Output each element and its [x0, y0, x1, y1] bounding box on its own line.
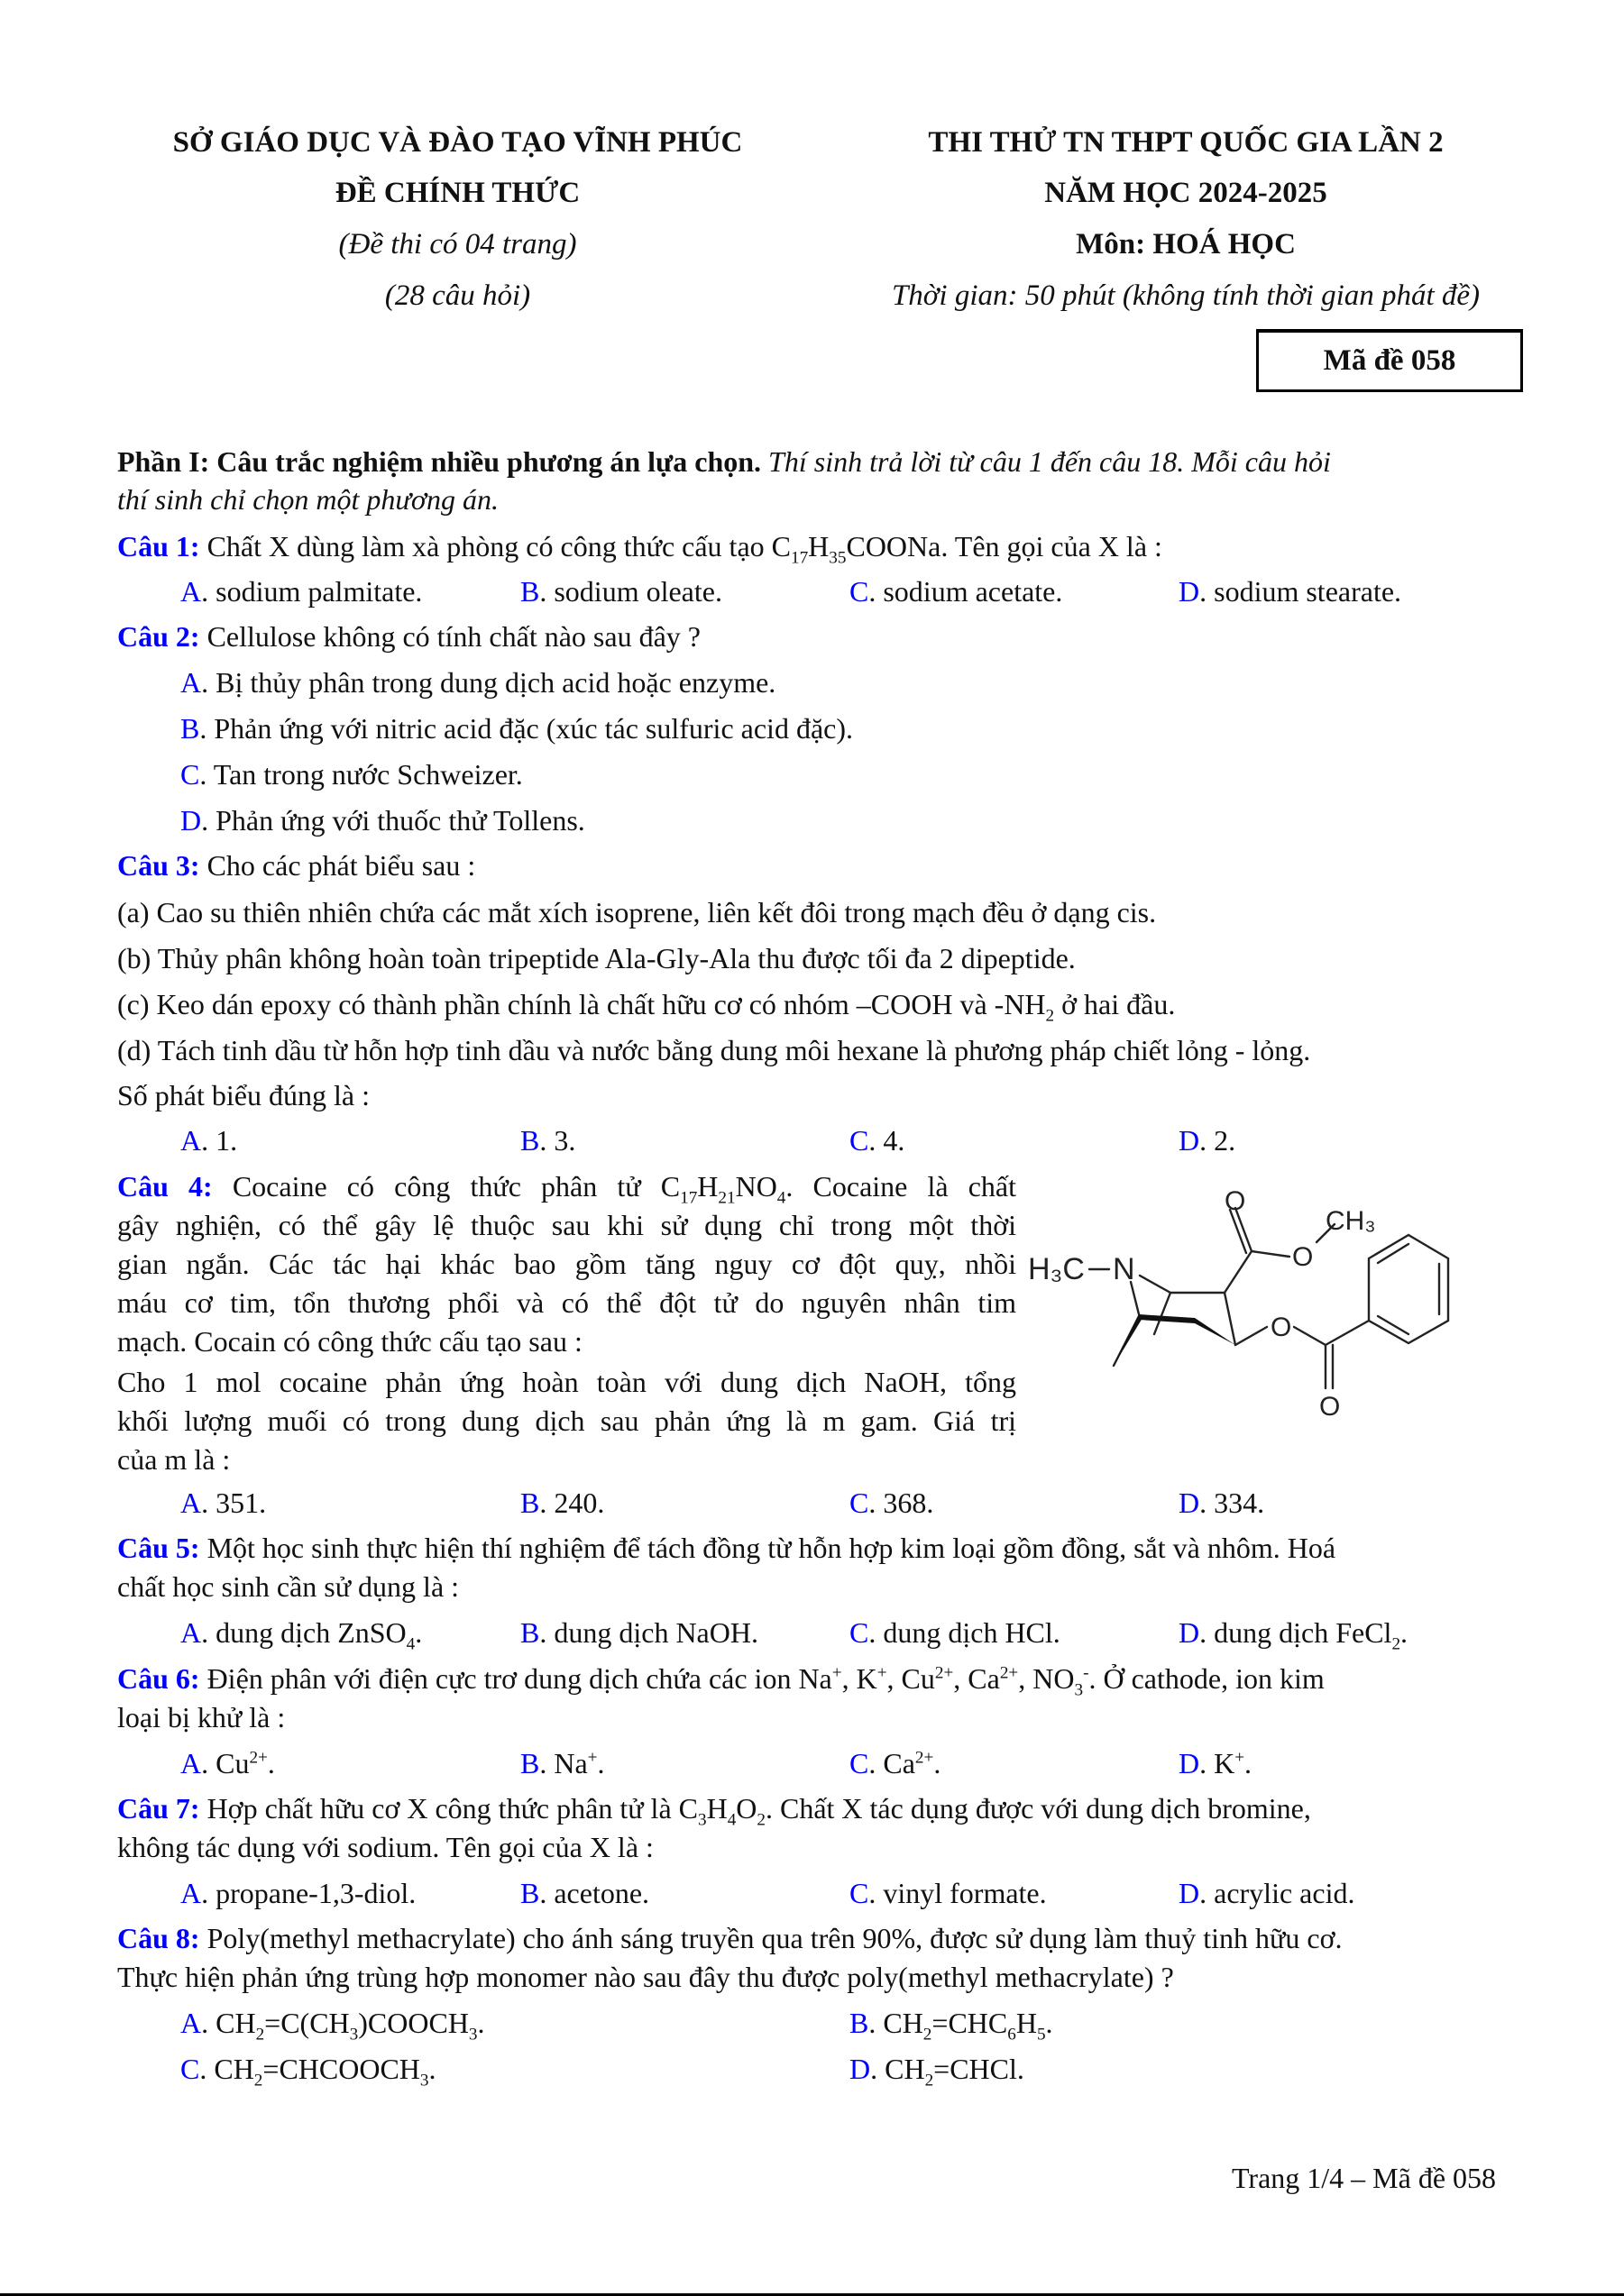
option-letter: B	[520, 575, 540, 608]
q1-option-c[interactable]	[849, 573, 1062, 609]
option-text: =CHCOOCH	[262, 2053, 420, 2085]
q7-option-c[interactable]	[849, 1875, 1047, 1911]
option-letter: C	[849, 1747, 869, 1779]
bond	[1252, 1251, 1289, 1257]
option-letter: A	[180, 666, 202, 699]
subscript: 6	[1007, 2025, 1016, 2044]
exam-title: THI THỬ TN THPT QUỐC GIA LẦN 2	[928, 126, 1444, 159]
superscript: -	[1083, 1663, 1089, 1683]
stem-text: Điện phân với điện cực trơ dung dịch chứa các ion Na	[199, 1662, 832, 1695]
option-text: . Phản ứng với nitric acid đặc (xúc tác sulfuric acid đặc).	[199, 712, 853, 745]
superscript: +	[1234, 1748, 1245, 1768]
exam-code-box	[1256, 329, 1523, 392]
subscript: 5	[1036, 2025, 1046, 2044]
option-text: . Bị thủy phân trong dung dịch acid hoặc enzyme.	[201, 666, 776, 699]
option-letter: C	[849, 575, 869, 608]
option-letter: D	[1179, 1877, 1200, 1909]
question-label: Câu 6:	[117, 1662, 200, 1695]
option-text: . CH	[868, 2007, 923, 2039]
stem-text: , K	[841, 1662, 877, 1695]
option-letter: B	[520, 1124, 540, 1157]
q7-option-a[interactable]	[180, 1875, 416, 1911]
option-letter: C	[849, 1616, 869, 1649]
option-letter: B	[520, 1877, 540, 1909]
subscript: 2	[255, 2025, 265, 2044]
q8-option-b[interactable]	[849, 2005, 1053, 2044]
bond	[1326, 1321, 1369, 1345]
statement-text: (c) Keo dán epoxy có thành phần chính là chất hữu cơ có nhóm –COOH và -NH	[117, 988, 1046, 1020]
bond	[1154, 1293, 1170, 1334]
option-text: .	[477, 2007, 485, 2039]
subscript: 3	[419, 2071, 429, 2090]
superscript: 2+	[914, 1748, 934, 1768]
bond	[1225, 1251, 1252, 1293]
superscript: +	[587, 1748, 598, 1768]
bond	[1378, 1316, 1408, 1334]
subscript: 21	[718, 1188, 736, 1208]
option-text: . Tan trong nước Schweizer.	[199, 758, 523, 791]
stem-text: Một học sinh thực hiện thí nghiệm để tách đồng từ hỗn hợp kim loại gồm đồng, sắt và nhôm. Hoá	[199, 1532, 1336, 1564]
q4-option-a[interactable]	[180, 1485, 266, 1521]
q1-option-b[interactable]	[520, 573, 722, 609]
bond	[1378, 1244, 1408, 1263]
bond	[1294, 1327, 1326, 1345]
option-letter: A	[180, 1124, 202, 1157]
option-letter: C	[849, 1124, 869, 1157]
subject: Môn: HOÁ HỌC	[1076, 228, 1296, 261]
stem-text: Hợp chất hữu cơ X công thức phân tử là C	[199, 1792, 698, 1825]
stem-text: COONa. Tên gọi của X là :	[846, 530, 1162, 563]
stem-text: , Ca	[953, 1662, 1000, 1695]
option-letter: D	[1179, 1486, 1200, 1519]
option-text: . sodium stearate.	[1199, 575, 1402, 608]
stem-text: . Cocaine là chất	[785, 1170, 1017, 1203]
option-text: . CH	[870, 2053, 925, 2085]
question-3-stem	[117, 847, 475, 883]
q8-option-d[interactable]	[849, 2051, 1024, 2090]
question-5-stem	[117, 1530, 1335, 1566]
statement-b: (b) Thủy phân không hoàn toàn tripeptide Ala-Gly-Ala thu được tối đa 2 dipeptide.	[117, 942, 1076, 974]
option-letter: B	[520, 1616, 540, 1649]
stem-text: O	[736, 1792, 757, 1825]
q4-line-2: gây nghiện, có thể gây lệ thuộc sau khi sử dụng chỉ trong một thời	[117, 1209, 1016, 1241]
q4-line-8: của m là :	[117, 1443, 231, 1476]
subscript: 2	[922, 2025, 932, 2044]
q4-line-5: mạch. Cocain có công thức cấu tạo sau :	[117, 1325, 583, 1358]
statement-c	[117, 986, 1176, 1026]
question-label: Câu 8:	[117, 1922, 200, 1954]
option-text: . acrylic acid.	[1199, 1877, 1355, 1909]
time-note: Thời gian: 50 phút (không tính thời gian phát đề)	[891, 279, 1481, 312]
stem-text: Poly(methyl methacrylate) cho ánh sáng truyền qua trên 90%, được sử dụng làm thuỷ tinh hữu cơ.	[199, 1922, 1343, 1954]
question-5-stem-cont: chất học sinh cần sử dụng là :	[117, 1570, 460, 1603]
option-letter: D	[1179, 575, 1200, 608]
option-text: . propane-1,3-diol.	[201, 1877, 417, 1909]
option-letter: A	[180, 1877, 202, 1909]
option-text: . sodium oleate.	[539, 575, 722, 608]
bond	[1225, 1293, 1235, 1345]
option-text: .	[428, 2053, 436, 2085]
q3-option-c[interactable]	[849, 1122, 904, 1158]
option-text: .	[415, 1616, 423, 1649]
subscript: 3	[468, 2025, 478, 2044]
option-letter: D	[1179, 1616, 1200, 1649]
subscript: 2	[1391, 1634, 1401, 1654]
stem-text: Cho các phát biểu sau :	[199, 849, 476, 882]
option-text: .	[1045, 2007, 1053, 2039]
q4-line-3: gian ngắn. Các tác hại khác bao gồm tăng nguy cơ đột quỵ, nhồi	[117, 1248, 1016, 1280]
subscript: 35	[829, 548, 847, 568]
cocaine-structure-diagram	[1019, 1172, 1524, 1424]
subscript: 17	[680, 1188, 698, 1208]
atom-label-ch3: CH₃	[1326, 1206, 1376, 1236]
option-letter: D	[180, 804, 202, 837]
stem-text: H	[808, 530, 830, 563]
option-text: . Na	[539, 1747, 588, 1779]
option-text: . 334.	[1199, 1486, 1265, 1519]
q8-option-a[interactable]	[180, 2005, 485, 2044]
subscript: 4	[776, 1188, 786, 1208]
question-6-stem	[117, 1660, 1325, 1700]
subscript: 3	[1074, 1680, 1084, 1700]
q5-option-d[interactable]	[1179, 1615, 1408, 1654]
option-text: . 2.	[1199, 1124, 1236, 1157]
option-letter: D	[1179, 1747, 1200, 1779]
option-text: . K	[1199, 1747, 1235, 1779]
statement-d: (d) Tách tinh dầu từ hỗn hợp tinh dầu và nước bằng dung môi hexane là phương pháp chiết lỏng - lỏng.	[117, 1034, 1311, 1066]
stem-text: Cocaine có công thức phân tử C	[212, 1170, 681, 1203]
option-text: =C(CH	[264, 2007, 350, 2039]
q3-option-a[interactable]	[180, 1122, 237, 1158]
option-text: . vinyl formate.	[868, 1877, 1047, 1909]
question-6-stem-cont: loại bị khử là :	[117, 1701, 286, 1733]
superscript: +	[831, 1663, 842, 1683]
option-text: . 351.	[201, 1486, 267, 1519]
question-2-stem	[117, 618, 701, 654]
section-title-line	[117, 444, 1331, 480]
stem-text: , NO	[1018, 1662, 1075, 1695]
subscript: 2	[757, 1810, 766, 1830]
atom-label-o: O	[1292, 1242, 1314, 1272]
option-letter: C	[849, 1486, 869, 1519]
q5-option-b[interactable]	[520, 1615, 758, 1651]
atom-label-n: N	[1113, 1252, 1135, 1286]
option-letter: A	[180, 1486, 202, 1519]
q3-option-d[interactable]	[1179, 1122, 1235, 1158]
option-text: . Phản ứng với thuốc thử Tollens.	[201, 804, 585, 837]
option-text: . Cu	[201, 1747, 250, 1779]
question-label: Câu 7:	[117, 1792, 200, 1825]
atom-label-o: O	[1319, 1392, 1341, 1422]
subscript: 17	[790, 548, 809, 568]
option-text: . dung dịch HCl.	[868, 1616, 1060, 1649]
q7-option-d[interactable]	[1179, 1875, 1354, 1911]
q6-option-b[interactable]	[520, 1745, 604, 1781]
subscript: 3	[349, 2025, 359, 2044]
subscript: 2	[1045, 1006, 1055, 1026]
q4-option-c[interactable]	[849, 1485, 933, 1521]
option-text: =CHCl.	[933, 2053, 1024, 2085]
option-letter: C	[180, 2053, 200, 2085]
q4-line-7: khối lượng muối có trong dung dịch sau phản ứng là m gam. Giá trị	[117, 1404, 1016, 1437]
option-letter: A	[180, 1616, 202, 1649]
q4-option-d[interactable]	[1179, 1485, 1264, 1521]
option-text: .	[597, 1747, 605, 1779]
option-text: . 368.	[868, 1486, 934, 1519]
question-8-stem	[117, 1920, 1342, 1956]
pages-note: (Đề thi có 04 trang)	[338, 228, 577, 261]
q7-option-b[interactable]	[520, 1875, 649, 1911]
section-instruction-cont: thí sinh chỉ chọn một phương án.	[117, 483, 499, 516]
option-text: .	[1244, 1747, 1252, 1779]
atom-label-h3c: H₃C	[1028, 1252, 1085, 1286]
option-text: . 3.	[539, 1124, 576, 1157]
section-instruction: Thí sinh trả lời từ câu 1 đến câu 18. Mỗi câu hỏi	[768, 445, 1331, 478]
subscript: 3	[697, 1810, 707, 1830]
page-footer: Trang 1/4 – Mã đề 058	[1232, 2162, 1497, 2194]
option-text: . dung dịch ZnSO	[201, 1616, 407, 1649]
stem-text: Cellulose không có tính chất nào sau đây ?	[199, 620, 701, 653]
q1-option-a[interactable]	[180, 573, 422, 609]
option-letter: A	[180, 575, 202, 608]
option-letter: C	[849, 1877, 869, 1909]
q6-option-d[interactable]	[1179, 1745, 1252, 1781]
q6-option-c[interactable]	[849, 1745, 940, 1781]
question-8-stem-cont: Thực hiện phản ứng trùng hợp monomer nào sau đây thu được poly(methyl methacrylate) ?	[117, 1961, 1174, 1993]
q5-option-a[interactable]	[180, 1615, 423, 1654]
q4-option-b[interactable]	[520, 1485, 604, 1521]
superscript: 2+	[934, 1663, 954, 1683]
option-text: . acetone.	[539, 1877, 650, 1909]
q6-option-a[interactable]	[180, 1745, 275, 1781]
q2-option-b[interactable]	[180, 710, 853, 746]
bond	[1140, 1276, 1170, 1293]
subscript: 2	[924, 2071, 934, 2090]
question-label: Câu 4:	[117, 1170, 213, 1203]
option-text: .	[933, 1747, 941, 1779]
option-letter: B	[180, 712, 200, 745]
section-title: Phần I: Câu trắc nghiệm nhiều phương án lựa chọn.	[117, 445, 762, 478]
q4-line-6: Cho 1 mol cocaine phản ứng hoàn toàn với dung dịch NaOH, tổng	[117, 1366, 1016, 1398]
option-letter: A	[180, 1747, 202, 1779]
option-text: . 1.	[201, 1124, 238, 1157]
q4-line-1	[117, 1168, 1017, 1208]
option-text: H	[1015, 2007, 1037, 2039]
question-label: Câu 3:	[117, 849, 200, 882]
question-label: Câu 2:	[117, 620, 200, 653]
statement-a: (a) Cao su thiên nhiên chứa các mắt xích isoprene, liên kết đôi trong mạch đều ở dạng cis.	[117, 896, 1157, 928]
school-year: NĂM HỌC 2024-2025	[1044, 177, 1327, 209]
stem-text: NO	[735, 1170, 777, 1203]
option-text: .	[267, 1747, 275, 1779]
q8-option-c[interactable]	[180, 2051, 436, 2090]
department-name: SỞ GIÁO DỤC VÀ ĐÀO TẠO VĨNH PHÚC	[172, 126, 743, 159]
option-text: . sodium acetate.	[868, 575, 1063, 608]
benzene-ring	[1369, 1235, 1448, 1343]
option-text: . dung dịch FeCl	[1199, 1616, 1392, 1649]
option-letter: B	[849, 2007, 869, 2039]
statement-text: ở hai đầu.	[1054, 988, 1176, 1020]
stem-text: H	[706, 1792, 728, 1825]
option-letter: B	[520, 1486, 540, 1519]
q2-option-a[interactable]	[180, 664, 775, 700]
option-letter: D	[1179, 1124, 1200, 1157]
subscript: 4	[406, 1634, 416, 1654]
questions-note: (28 câu hỏi)	[384, 279, 531, 312]
option-text: .	[1400, 1616, 1408, 1649]
question-7-stem-cont: không tác dụng với sodium. Tên gọi của X là :	[117, 1831, 654, 1863]
stem-text: , Cu	[886, 1662, 935, 1695]
option-text: . CH	[201, 2007, 256, 2039]
option-text: )COOCH	[358, 2007, 469, 2039]
atom-label-o: O	[1271, 1313, 1292, 1342]
superscript: 2+	[999, 1663, 1019, 1683]
option-text: . Ca	[868, 1747, 915, 1779]
stem-text: . Ở cathode, ion kim	[1088, 1662, 1325, 1695]
question-label: Câu 5:	[117, 1532, 200, 1564]
superscript: +	[876, 1663, 887, 1683]
q5-option-c[interactable]	[849, 1615, 1060, 1651]
option-letter: B	[520, 1747, 540, 1779]
question-label: Câu 1:	[117, 530, 200, 563]
q3-option-b[interactable]	[520, 1122, 575, 1158]
question-1-stem	[117, 528, 1162, 568]
q2-option-d[interactable]	[180, 802, 585, 838]
bond	[1131, 1282, 1139, 1314]
option-text: . 4.	[868, 1124, 905, 1157]
option-letter: D	[849, 2053, 871, 2085]
exam-code: Mã đề 058	[1323, 344, 1456, 377]
stem-text: H	[697, 1170, 719, 1203]
question-3-prompt: Số phát biểu đúng là :	[117, 1079, 370, 1111]
stem-text: . Chất X tác dụng được với dung dịch bromine,	[765, 1792, 1311, 1825]
wedge-bond	[1114, 1314, 1142, 1366]
subscript: 4	[727, 1810, 737, 1830]
option-text: . CH	[199, 2053, 254, 2085]
q4-line-4: máu cơ tim, tổn thương phổi và có thể đột tử do nguyên nhân tim	[117, 1286, 1016, 1319]
q1-option-d[interactable]	[1179, 573, 1401, 609]
option-letter: A	[180, 2007, 202, 2039]
option-letter: C	[180, 758, 200, 791]
option-text: =CHC	[931, 2007, 1008, 2039]
option-text: . sodium palmitate.	[201, 575, 423, 608]
superscript: 2+	[249, 1748, 268, 1768]
atom-label-o: O	[1225, 1186, 1246, 1216]
subscript: 2	[253, 2071, 263, 2090]
official-label: ĐỀ CHÍNH THỨC	[335, 177, 581, 209]
wedge-bond	[1139, 1314, 1235, 1345]
bond	[1235, 1327, 1267, 1345]
option-text: . 240.	[539, 1486, 605, 1519]
option-text: . dung dịch NaOH.	[539, 1616, 758, 1649]
question-7-stem	[117, 1790, 1311, 1830]
q2-option-c[interactable]	[180, 756, 523, 792]
stem-text: Chất X dùng làm xà phòng có công thức cấu tạo C	[199, 530, 791, 563]
